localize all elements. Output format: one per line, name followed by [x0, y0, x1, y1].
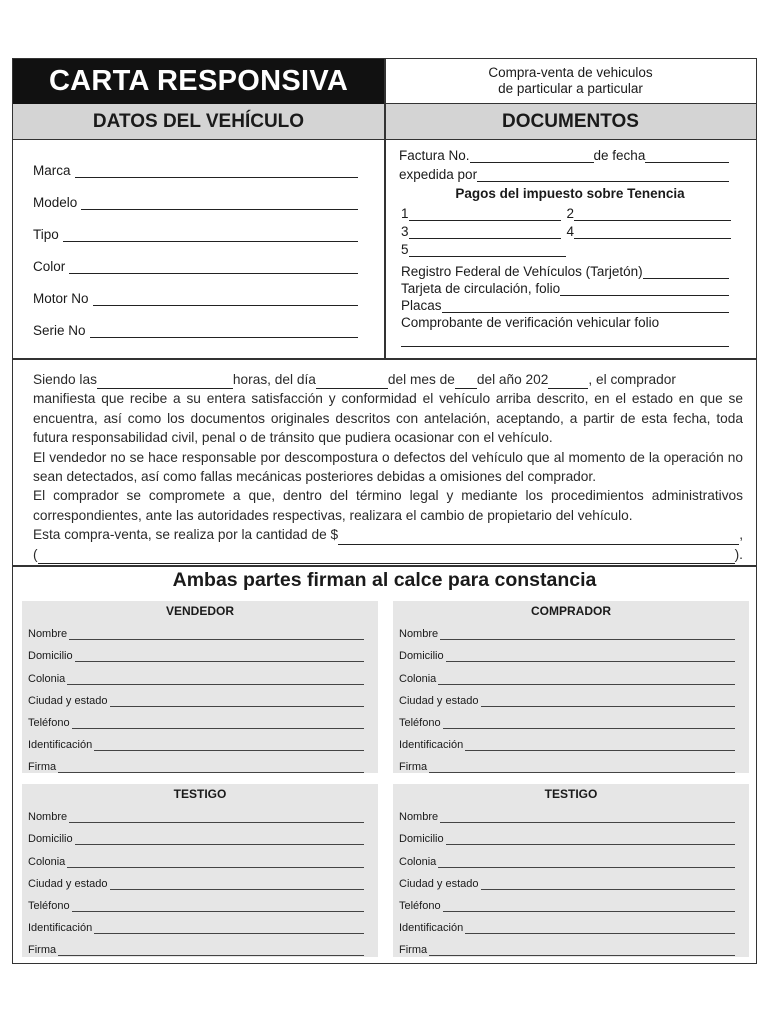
signature-field-line[interactable] [443, 902, 735, 912]
signature-row[interactable] [393, 890, 749, 912]
signature-row[interactable] [393, 912, 749, 934]
subtitle-line-1: Compra-venta de vehiculos [488, 65, 653, 80]
signature-field-line[interactable] [446, 835, 735, 845]
signature-row[interactable] [393, 618, 749, 640]
cantidad-text: Esta compra-venta, se realiza por la cantidad de $ [33, 527, 339, 543]
signature-field-label: Ciudad y estado [28, 877, 108, 890]
vehicle-field-line[interactable] [63, 230, 358, 242]
tenencia-num: 3 [401, 224, 409, 239]
expedida-line[interactable] [477, 170, 729, 182]
section-divider-1 [13, 358, 756, 360]
factura-row[interactable] [399, 145, 729, 163]
documents-section-title: DOCUMENTOS [385, 104, 756, 140]
signature-row[interactable] [22, 890, 378, 912]
amount-line[interactable] [33, 525, 743, 544]
signature-field-line[interactable] [75, 652, 364, 662]
amount-comma: , [739, 527, 743, 543]
signature-field-label: Nombre [399, 628, 439, 641]
vehicle-field-label: Marca [33, 163, 71, 178]
amount-words-line[interactable] [33, 545, 743, 564]
vehicle-field-line[interactable] [81, 198, 358, 210]
tenencia-line[interactable] [409, 245, 566, 257]
signature-field-label: Ciudad y estado [399, 877, 479, 890]
signature-row[interactable] [393, 934, 749, 956]
signature-field-label: Domicilio [28, 833, 73, 846]
signature-field-line[interactable] [481, 880, 736, 890]
vehicle-field-label: Color [33, 259, 66, 274]
signature-field-label: Firma [399, 944, 428, 957]
signature-field-label: Colonia [399, 855, 437, 868]
declaration-paragraph [33, 370, 743, 564]
signature-row[interactable] [22, 707, 378, 729]
signature-field-line[interactable] [69, 813, 364, 823]
signature-row[interactable] [22, 640, 378, 662]
signature-field-line[interactable] [429, 763, 735, 773]
comprobante-line[interactable] [401, 335, 729, 347]
signature-field-line[interactable] [58, 946, 364, 956]
vendedor-title: VENDEDOR [165, 604, 234, 618]
vehicle-field-label: Motor No [33, 291, 89, 306]
signature-field-line[interactable] [438, 858, 735, 868]
testigo-left-title: TESTIGO [173, 787, 227, 801]
signature-field-line[interactable] [465, 924, 735, 934]
factura-line[interactable] [470, 151, 594, 163]
signature-row[interactable] [393, 640, 749, 662]
comprobante-label: Comprobante de verificación vehicular folio [401, 315, 660, 330]
signature-field-line[interactable] [440, 813, 735, 823]
vehicle-field-line[interactable] [90, 326, 358, 338]
fecha-label: de fecha [593, 148, 646, 163]
carta-responsiva-form [12, 58, 757, 964]
registro-label: Registro Federal de Vehículos (Tarjetón) [401, 264, 643, 279]
signature-field-label: Firma [399, 761, 428, 774]
vehicle-field-modelo[interactable] [33, 190, 358, 210]
signature-field-line[interactable] [75, 835, 364, 845]
day-blank[interactable] [316, 377, 388, 389]
signature-row[interactable] [22, 751, 378, 773]
signature-field-line[interactable] [481, 697, 736, 707]
tenencia-title: Pagos del impuesto sobre Tenencia [455, 186, 685, 201]
signature-row[interactable] [22, 868, 378, 890]
tenencia-line[interactable] [574, 227, 731, 239]
hour-blank[interactable] [97, 377, 233, 389]
signature-row[interactable] [393, 751, 749, 773]
month-blank[interactable] [455, 377, 477, 389]
vehicle-field-tipo[interactable] [33, 222, 358, 242]
tenencia-line[interactable] [409, 227, 561, 239]
tenencia-line[interactable] [409, 209, 561, 221]
signature-field-line[interactable] [72, 902, 364, 912]
column-divider [384, 59, 386, 359]
placas-row[interactable] [401, 295, 729, 313]
tenencia-num: 2 [566, 206, 575, 221]
vehicle-field-line[interactable] [75, 166, 358, 178]
signature-field-label: Teléfono [28, 716, 70, 729]
signature-field-label: Domicilio [399, 650, 444, 663]
vehicle-field-line[interactable] [93, 294, 358, 306]
signature-field-label: Identificación [28, 739, 93, 752]
registro-row[interactable] [401, 261, 729, 279]
vehicle-field-marca[interactable] [33, 158, 358, 178]
signature-row[interactable] [22, 685, 378, 707]
signature-field-label: Nombre [399, 811, 439, 824]
signature-row[interactable] [393, 823, 749, 845]
tenencia-row-3[interactable] [401, 239, 566, 257]
expedida-row[interactable] [399, 164, 729, 182]
anio-text: del año 202 [476, 372, 549, 387]
comprador-title: COMPRADOR [531, 604, 611, 618]
signature-row[interactable] [22, 618, 378, 640]
signature-row[interactable] [22, 662, 378, 684]
siendo-text: Siendo las [33, 372, 97, 387]
signature-row[interactable] [393, 729, 749, 751]
signature-field-line[interactable] [94, 741, 364, 751]
signature-field-line[interactable] [58, 763, 364, 773]
signature-field-label: Identificación [28, 922, 93, 935]
signature-field-label: Ciudad y estado [399, 694, 479, 707]
subtitle-line-2: de particular a particular [498, 81, 643, 96]
signature-field-line[interactable] [443, 719, 735, 729]
signature-row[interactable] [22, 823, 378, 845]
signature-field-line[interactable] [110, 697, 365, 707]
vehicle-field-motor[interactable] [33, 286, 358, 306]
vehicle-field-color[interactable] [33, 254, 358, 274]
signature-row[interactable] [393, 685, 749, 707]
signature-field-label: Domicilio [399, 833, 444, 846]
signature-field-label: Teléfono [28, 899, 70, 912]
declaration-body-1: manifiesta que recibe a su entera satisfacción y conformidad el vehículo arriba descrito, en el estado en que se encuentra, así como los documentos originales descritos con antelación, aceptando, a partir de esta fecha, toda futura responsabilidad civil, penal o de tránsito que pudiera ocasionar con el vehículo. [33, 391, 743, 446]
signature-field-label: Domicilio [28, 650, 73, 663]
testigo-left-box [22, 784, 378, 957]
signature-row[interactable] [22, 934, 378, 956]
form-subtitle [384, 59, 756, 104]
signature-field-label: Identificación [399, 922, 464, 935]
comprador-text: , el comprador [588, 372, 676, 387]
declaration-body-2: El vendedor no se hace responsable por descompostura o defectos del vehículo que al momento de la operación no sean detectados, así como fallas mecánicas posteriores debidas a omisiones del comprador. [33, 449, 743, 485]
expedida-label: expedida por [399, 167, 478, 182]
vehicle-field-serie[interactable] [33, 318, 358, 338]
factura-label: Factura No. [399, 148, 470, 163]
signature-field-line[interactable] [94, 924, 364, 934]
tarjeta-label: Tarjeta de circulación, folio [401, 281, 561, 296]
comprador-box [393, 601, 749, 773]
signature-row[interactable] [22, 845, 378, 867]
signature-field-line[interactable] [438, 675, 735, 685]
mes-text: del mes de [387, 372, 455, 387]
signature-field-label: Colonia [28, 855, 66, 868]
signature-field-line[interactable] [465, 741, 735, 751]
signature-field-line[interactable] [429, 946, 735, 956]
signature-row[interactable] [22, 801, 378, 823]
comprobante-line-row[interactable] [401, 329, 729, 347]
signature-field-label: Nombre [28, 628, 68, 641]
open-paren: ( [33, 546, 38, 562]
tenencia-num: 5 [401, 242, 409, 257]
signature-field-line[interactable] [110, 880, 365, 890]
vehicle-field-label: Modelo [33, 195, 78, 210]
signature-row[interactable] [393, 707, 749, 729]
signature-field-label: Ciudad y estado [28, 694, 108, 707]
declaration-first-line [33, 370, 743, 389]
vehicle-field-label: Serie No [33, 323, 86, 338]
placas-label: Placas [401, 298, 442, 313]
signature-row[interactable] [393, 662, 749, 684]
vehicle-section-title: DATOS DEL VEHÍCULO [13, 104, 384, 140]
tenencia-row-1[interactable] [401, 203, 731, 221]
comprobante-row [401, 312, 729, 330]
testigo-right-title: TESTIGO [544, 787, 598, 801]
tenencia-row-2[interactable] [401, 221, 731, 239]
testigo-right-box [393, 784, 749, 957]
vehicle-field-line[interactable] [69, 262, 358, 274]
signature-field-label: Colonia [399, 672, 437, 685]
declaration-body-3: El comprador se compromete a que, dentro del término legal y mediante los procedimientos administrativos correspondientes, ante las autoridades respectivas, realizara el cambio de propietario del vehículo. [33, 488, 743, 523]
fecha-line[interactable] [645, 151, 729, 163]
tenencia-num: 1 [401, 206, 409, 221]
signature-field-label: Firma [28, 944, 57, 957]
amount-blank[interactable] [338, 533, 739, 545]
close-paren: ). [734, 546, 743, 562]
vendedor-box [22, 601, 378, 773]
tenencia-line[interactable] [574, 209, 731, 221]
signature-field-line[interactable] [440, 630, 735, 640]
tarjeta-row[interactable] [401, 278, 729, 296]
amount-words-blank[interactable] [38, 552, 735, 564]
signature-row[interactable] [393, 801, 749, 823]
signature-row[interactable] [393, 845, 749, 867]
signature-field-line[interactable] [72, 719, 364, 729]
signature-field-line[interactable] [67, 675, 364, 685]
signature-field-line[interactable] [67, 858, 364, 868]
signature-field-line[interactable] [69, 630, 364, 640]
signature-field-label: Nombre [28, 811, 68, 824]
signature-row[interactable] [22, 912, 378, 934]
tenencia-num: 4 [566, 224, 575, 239]
vehicle-field-label: Tipo [33, 227, 59, 242]
form-title: CARTA RESPONSIVA [13, 59, 384, 104]
signature-field-line[interactable] [446, 652, 735, 662]
signature-row[interactable] [22, 729, 378, 751]
signature-field-label: Colonia [28, 672, 66, 685]
horas-text: horas, del día [232, 372, 316, 387]
signature-field-label: Teléfono [399, 899, 441, 912]
year-blank[interactable] [548, 377, 588, 389]
signatures-title: Ambas partes firman al calce para constancia [172, 569, 597, 591]
section-divider-2 [13, 565, 756, 567]
signature-field-label: Teléfono [399, 716, 441, 729]
signature-field-label: Identificación [399, 739, 464, 752]
signature-field-label: Firma [28, 761, 57, 774]
signature-row[interactable] [393, 868, 749, 890]
